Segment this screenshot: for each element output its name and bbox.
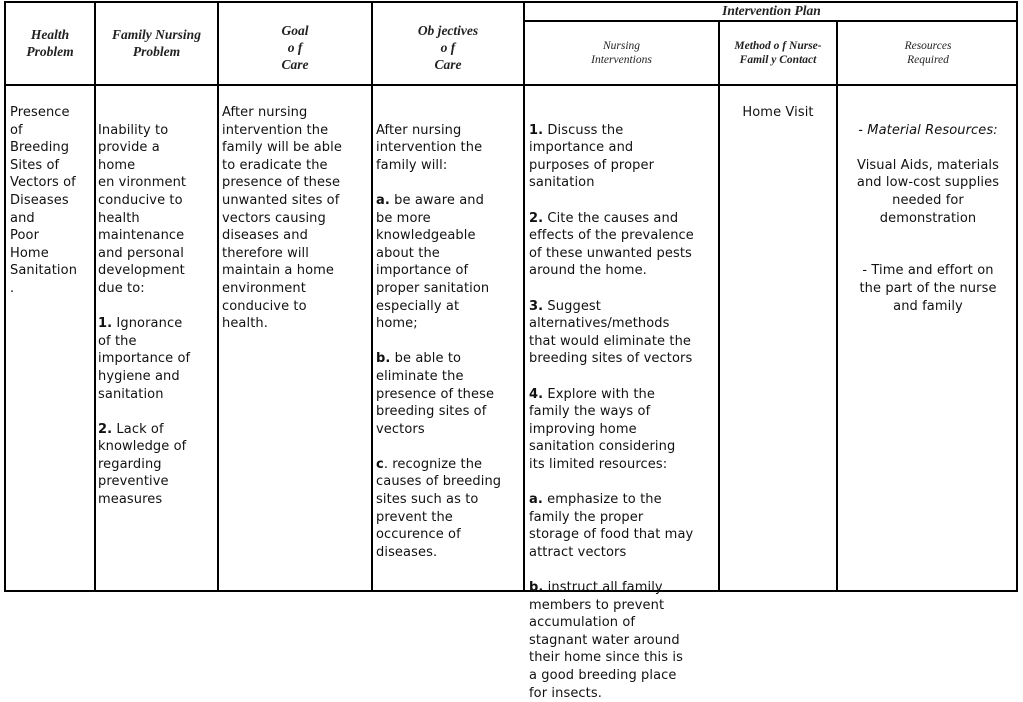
- cell-goal-of-care: After nursing intervention the family will be able to eradicate the presence of these unwanted sites of vectors causing diseases and therefore will maintain a home environment conducive to health.: [222, 105, 342, 332]
- intervention-item-text: instruct all family members to prevent accumulation of stagnant water around their home since this is a good breeding place for insects.: [529, 580, 683, 701]
- cell-objectives-of-care: [376, 104, 522, 561]
- header-goal-of-care: Goal o f Care: [281, 23, 309, 72]
- objective-item-letter: a.: [376, 192, 390, 208]
- objective-item-text: be aware and be more knowledgeable about the importance of proper sanitation especially at home;: [376, 192, 490, 332]
- intervention-item-letter: b.: [529, 580, 544, 596]
- column-divider: [94, 3, 96, 590]
- cell-resources-required: [840, 104, 1016, 315]
- intervention-item-text: Discuss the importance and purposes of proper sanitation: [529, 122, 655, 191]
- intervention-item-text: emphasize to the family the proper storage of food that may attract vectors: [529, 492, 694, 560]
- objective-item-letter: c: [376, 456, 384, 472]
- column-divider: [836, 21, 838, 590]
- family-problem-item-number: 1.: [98, 316, 113, 332]
- objective-item-letter: b.: [376, 351, 391, 367]
- family-problem-intro: Inability to provide a home en vironment conducive to health maintenance and personal development due to:: [98, 122, 187, 296]
- cell-family-nursing-problem: [98, 104, 216, 509]
- care-plan-table: [4, 1, 1018, 701]
- objective-item-text: . recognize the causes of breeding sites such as to prevent the occurence of diseases.: [376, 456, 502, 560]
- intervention-item-text: Cite the causes and effects of the prevalence of these unwanted pests around the home.: [529, 210, 694, 279]
- resources-material-label: - Material Resources:: [858, 122, 998, 138]
- header-objectives-of-care: Ob jectives o f Care: [417, 23, 479, 72]
- family-problem-item-number: 2.: [98, 421, 113, 437]
- objectives-intro: After nursing intervention the family will:: [376, 122, 483, 173]
- intervention-item-number: 2.: [529, 210, 544, 226]
- intervention-item-number: 1.: [529, 122, 544, 138]
- intervention-item-number: 4.: [529, 386, 544, 402]
- header-intervention-plan: Intervention Plan: [722, 3, 821, 19]
- column-divider: [523, 3, 525, 590]
- header-family-nursing-problem: Family Nursing Problem: [112, 26, 201, 59]
- intervention-item-text: Suggest alternatives/methods that would eliminate the breeding sites of vectors: [529, 298, 693, 367]
- cell-nursing-interventions: [529, 104, 719, 702]
- family-problem-item-text: Ignorance of the importance of hygiene and sanitation: [98, 316, 191, 402]
- resources-material-text: Visual Aids, materials and low-cost supplies needed for demonstration: [856, 157, 1000, 226]
- family-problem-item-text: Lack of knowledge of regarding preventive measures: [98, 421, 187, 508]
- objective-item-text: be able to eliminate the presence of these breeding sites of vectors: [376, 351, 495, 437]
- header-nursing-interventions: Nursing Interventions: [591, 39, 652, 66]
- cell-health-problem: Presence of Breeding Sites of Vectors of Diseases and Poor Home Sanitation .: [10, 105, 78, 296]
- header-health-problem: Health Problem: [26, 26, 74, 59]
- intervention-item-number: 3.: [529, 298, 544, 314]
- intervention-item-letter: a.: [529, 492, 543, 508]
- header-resources-required: Resources Required: [904, 39, 952, 66]
- header-method-of-contact: Method o f Nurse- Famil y Contact: [734, 39, 822, 66]
- resources-time-text: - Time and effort on the part of the nurse and family: [859, 263, 997, 314]
- intervention-item-text: Explore with the family the ways of improving home sanitation considering its limited resources:: [529, 386, 676, 472]
- cell-method-of-contact: Home Visit: [742, 105, 814, 120]
